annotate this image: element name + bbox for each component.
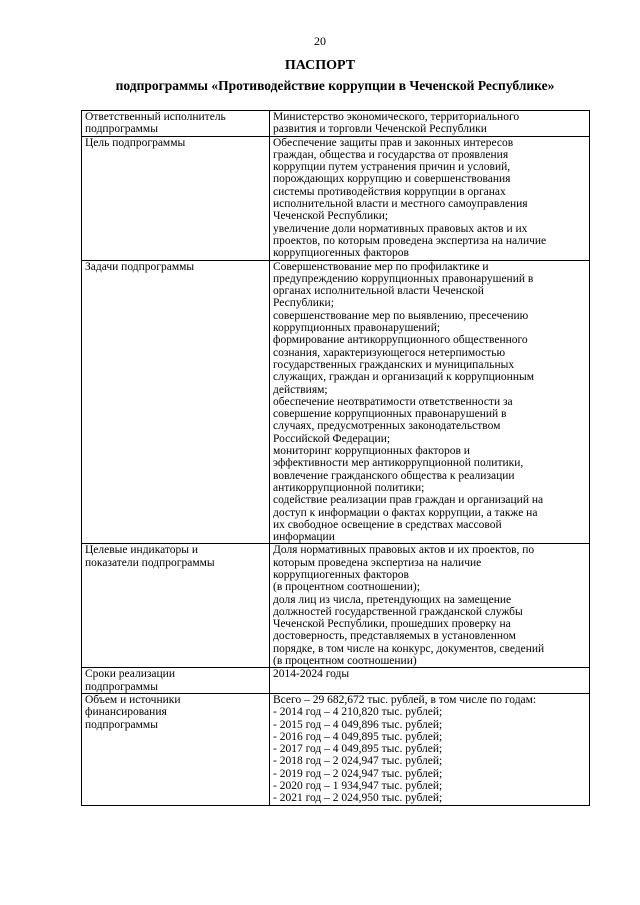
row-content-line: должностей государственной гражданской службы	[273, 605, 523, 618]
row-content-line: порождающих коррупцию и совершенствования	[273, 173, 511, 186]
row-content-line: Российской Федерации;	[273, 432, 391, 445]
row-content-line: случаях, предусмотренных законодательством	[273, 420, 501, 433]
row-content-line: обеспечение неотвратимости ответственности за	[273, 395, 513, 408]
row-label-line: Целевые индикаторы и	[85, 544, 199, 557]
passport-table	[81, 110, 590, 806]
row-content-line: мониторинг коррупционных факторов и	[273, 445, 470, 458]
row-content-line: сознания, характеризующегося нетерпимостью	[273, 346, 506, 359]
row-content-line: служащих, граждан и организаций к коррупционным	[273, 371, 534, 384]
row-content-line: системы противодействия коррупции в органах	[273, 185, 506, 198]
row-content-line: развития и торговли Чеченской Республики	[273, 123, 487, 136]
row-label-cell	[82, 668, 270, 694]
row-content-line: Всего – 29 682,672 тыс. рублей, в том числе по годам:	[273, 693, 537, 706]
row-content-line: - 2020 год – 1 934,947 тыс. рублей;	[273, 780, 443, 793]
row-content-line: которым проведена экспертиза на наличие	[273, 556, 482, 569]
row-content-line: достоверность, представляемых в установленном	[273, 630, 516, 643]
row-content-line: государственных гражданских и муниципальных	[273, 358, 515, 371]
row-content-line: проектов, по которым проведена экспертиза на наличие	[273, 234, 547, 247]
row-label-line: финансирования	[85, 706, 167, 719]
row-content-line: коррупциогенных факторов	[273, 247, 409, 260]
row-label-cell	[82, 136, 270, 260]
row-content-line: совершенствование мер по выявлению, пресечению	[273, 309, 529, 322]
document-subtitle: подпрограммы «Противодействие коррупции в Чеченской Республике»	[115, 78, 555, 93]
row-content-line: информации	[273, 531, 335, 544]
row-content-line: доступ к информации о фактах коррупции, а также на	[273, 506, 538, 519]
row-content-line: эффективности мер антикоррупционной политики,	[273, 457, 524, 470]
row-content-cell	[270, 693, 590, 805]
table-row	[82, 111, 590, 137]
row-content-line: доля лиц из числа, претендующих на замещение	[273, 593, 512, 606]
row-content-line: коррупционных правонарушений;	[273, 322, 441, 335]
row-content-line: - 2016 год – 4 049,895 тыс. рублей;	[273, 730, 443, 743]
table-row	[82, 693, 590, 805]
row-content-line: органах исполнительной власти Чеченской	[273, 285, 484, 298]
row-content-line: - 2015 год – 4 049,896 тыс. рублей;	[273, 718, 443, 731]
row-content-line: порядке, в том числе на конкурс, документов, сведений	[273, 642, 545, 655]
row-content-line: антикоррупционной политики;	[273, 481, 425, 494]
row-label-cell	[82, 544, 270, 668]
row-content-line: действиям;	[273, 383, 328, 396]
row-label-line: Задачи подпрограммы	[85, 260, 195, 273]
row-label-line: подпрограммы	[85, 123, 158, 136]
row-content-line: увеличение доли нормативных правовых актов и их	[273, 222, 528, 235]
row-content-cell	[270, 668, 590, 694]
row-content-line: - 2018 год – 2 024,947 тыс. рублей;	[273, 755, 443, 768]
row-label-cell	[82, 260, 270, 544]
row-content-line: Совершенствование мер по профилактике и	[273, 260, 489, 273]
row-content-cell	[270, 544, 590, 668]
row-content-line: граждан, общества и государства от проявления	[273, 148, 509, 161]
row-label-line: показатели подпрограммы	[85, 556, 215, 569]
row-label-cell	[82, 693, 270, 805]
row-label-cell	[82, 111, 270, 137]
table-row	[82, 668, 590, 694]
row-content-line: коррупциогенных факторов	[273, 568, 409, 581]
row-content-line: 2014-2024 годы	[273, 668, 350, 681]
row-content-line: совершение коррупционных правонарушений в	[273, 408, 507, 421]
row-content-line: Обеспечение защиты прав и законных интересов	[273, 136, 514, 149]
row-label-line: подпрограммы	[85, 718, 158, 731]
row-content-line: предупреждению коррупционных правонарушений в	[273, 272, 534, 285]
row-content-line: Чеченской Республики;	[273, 210, 389, 223]
table-row	[82, 544, 590, 668]
row-content-line: коррупции путем устранения причин и условий,	[273, 161, 511, 174]
row-content-line: Доля нормативных правовых актов и их проектов, по	[273, 544, 535, 557]
row-label-line: Цель подпрограммы	[85, 136, 186, 149]
row-content-line: вовлечение гражданского общества к реализации	[273, 469, 515, 482]
row-label-line: Объем и источники	[85, 693, 181, 706]
row-content-line: содействие реализации прав граждан и организаций на	[273, 494, 544, 507]
row-content-line: - 2019 год – 2 024,947 тыс. рублей;	[273, 767, 443, 780]
row-content-line: их свободное освещение в средствах массовой	[273, 518, 502, 531]
document-title: ПАСПОРТ	[284, 58, 356, 73]
row-content-line: (в процентном соотношении)	[273, 655, 417, 668]
table-row	[82, 136, 590, 260]
row-content-cell	[270, 136, 590, 260]
row-content-line: Чеченской Республики, прошедших проверку на	[273, 618, 511, 631]
row-content-cell	[270, 260, 590, 544]
table-row	[82, 260, 590, 544]
row-content-line: - 2017 год – 4 049,895 тыс. рублей;	[273, 743, 443, 756]
passport-table-body	[82, 111, 590, 806]
row-content-line: (в процентном соотношении);	[273, 581, 420, 594]
row-content-cell	[270, 111, 590, 137]
row-content-line: Республики;	[273, 297, 334, 310]
row-content-line: - 2014 год – 4 210,820 тыс. рублей;	[273, 706, 443, 719]
row-content-line: Министерство экономического, территориального	[273, 111, 520, 123]
row-content-line: исполнительной власти и местного самоуправления	[273, 198, 528, 211]
row-label-line: Сроки реализации	[85, 668, 175, 681]
row-content-line: формирование антикоррупционного общественного	[273, 334, 528, 347]
page-number: 20	[314, 34, 326, 48]
row-content-line: - 2021 год – 2 024,950 тыс. рублей;	[273, 792, 443, 805]
row-label-line: Ответственный исполнитель	[85, 111, 226, 123]
row-label-line: подпрограммы	[85, 680, 158, 693]
